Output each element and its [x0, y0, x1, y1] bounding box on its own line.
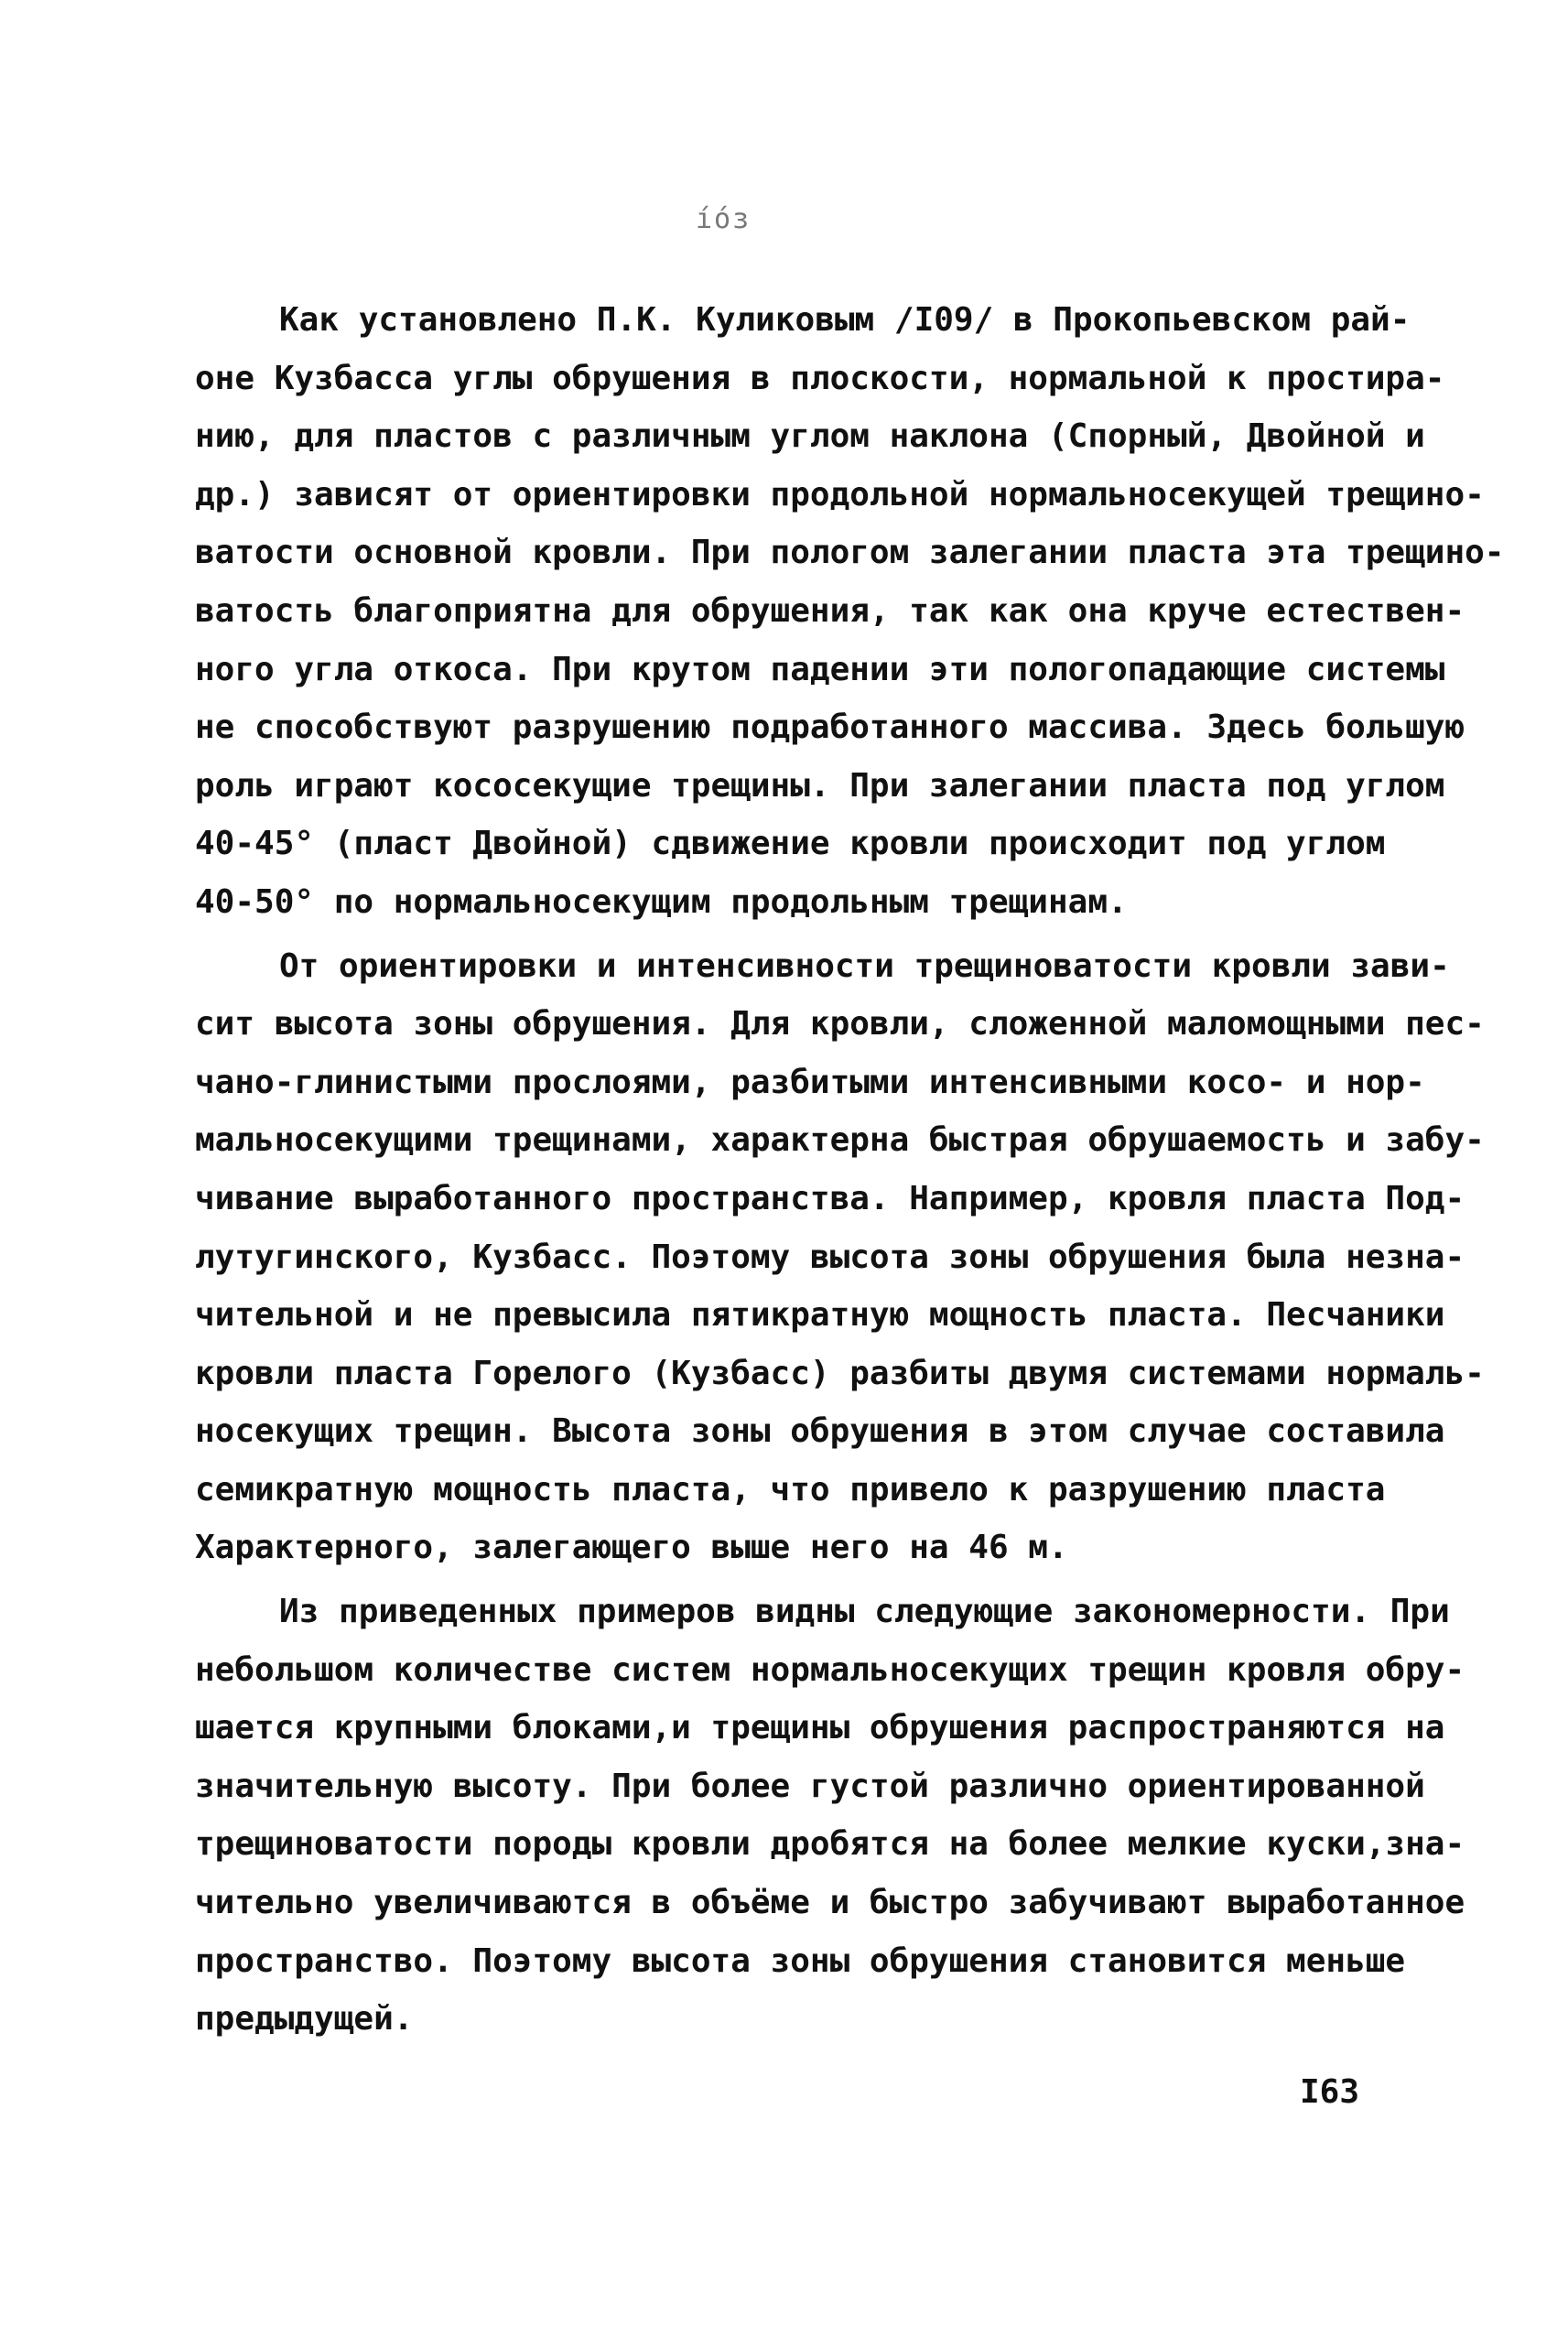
paragraph-1: [195, 291, 1505, 932]
text-line: мальносекущими трещинами, характерна быстрая обрушаемость и забу-: [195, 1121, 1485, 1160]
text-line: значительную высоту. При более густой различно ориентированной: [195, 1767, 1425, 1805]
body-text: [195, 291, 1505, 2049]
text-line: кровли пласта Горелого (Кузбасс) разбиты двумя системами нормаль-: [195, 1354, 1485, 1392]
text-line: предыдущей.: [195, 2000, 414, 2038]
text-line: ватости основной кровли. При пологом залегании пласта эта трещино-: [195, 534, 1505, 572]
text-line: Как установлено П.К. Куликовым /I09/ в Прокопьевском рай-: [279, 301, 1411, 339]
text-line: 40-45° (пласт Двойной) сдвижение кровли происходит под углом: [195, 825, 1386, 863]
text-line: нию, для пластов с различным углом наклона (Спорный, Двойной и: [195, 417, 1425, 456]
text-line: чительной и не превысила пятикратную мощность пласта. Песчаники: [195, 1296, 1445, 1335]
text-line: чано-глинистыми прослоями, разбитыми интенсивными косо- и нор-: [195, 1063, 1425, 1101]
text-line: лутугинского, Кузбасс. Поэтому высота зоны обрушения была незна-: [195, 1238, 1465, 1276]
text-line: носекущих трещин. Высота зоны обрушения в этом случае составила: [195, 1412, 1445, 1451]
top-page-number: íóз: [696, 203, 752, 235]
paragraph-3: [195, 1583, 1465, 2049]
text-line: ного угла откоса. При крутом падении эти пологопадающие системы: [195, 650, 1445, 688]
text-line: др.) зависят от ориентировки продольной нормальносекущей трещино-: [195, 475, 1485, 514]
text-line: трещиноватости породы кровли дробятся на более мелкие куски,зна-: [195, 1825, 1465, 1864]
text-line: 40-50° по нормальносекущим продольным трещинам.: [195, 882, 1128, 921]
text-line: не способствуют разрушению подработанного массива. Здесь большую: [195, 708, 1465, 747]
text-line: шается крупными блоками,и трещины обрушения распространяются на: [195, 1709, 1445, 1747]
text-line: От ориентировки и интенсивности трещиноватости кровли зави-: [279, 946, 1450, 985]
page-number: I63: [1300, 2073, 1360, 2111]
text-line: небольшом количестве систем нормальносекущих трещин кровля обру-: [195, 1650, 1465, 1689]
text-line: роль играют кососекущие трещины. При залегании пласта под углом: [195, 766, 1445, 805]
text-line: Из приведенных примеров видны следующие закономерности. При: [279, 1593, 1450, 1631]
text-line: ватость благоприятна для обрушения, так как она круче естествен-: [195, 591, 1465, 630]
text-line: пространство. Поэтому высота зоны обрушения становится меньше: [195, 1941, 1406, 1980]
text-line: оне Кузбасса углы обрушения в плоскости, нормальной к простира-: [195, 359, 1445, 397]
text-line: сит высота зоны обрушения. Для кровли, сложенной маломощными пес-: [195, 1005, 1485, 1044]
text-line: чительно увеличиваются в объёме и быстро забучивают выработанное: [195, 1884, 1465, 1922]
text-line: Характерного, залегающего выше него на 46 м.: [195, 1529, 1068, 1567]
paragraph-2: [195, 937, 1485, 1578]
text-line: чивание выработанного пространства. Например, кровля пласта Под-: [195, 1179, 1465, 1217]
text-line: семикратную мощность пласта, что привело к разрушению пласта: [195, 1470, 1386, 1509]
